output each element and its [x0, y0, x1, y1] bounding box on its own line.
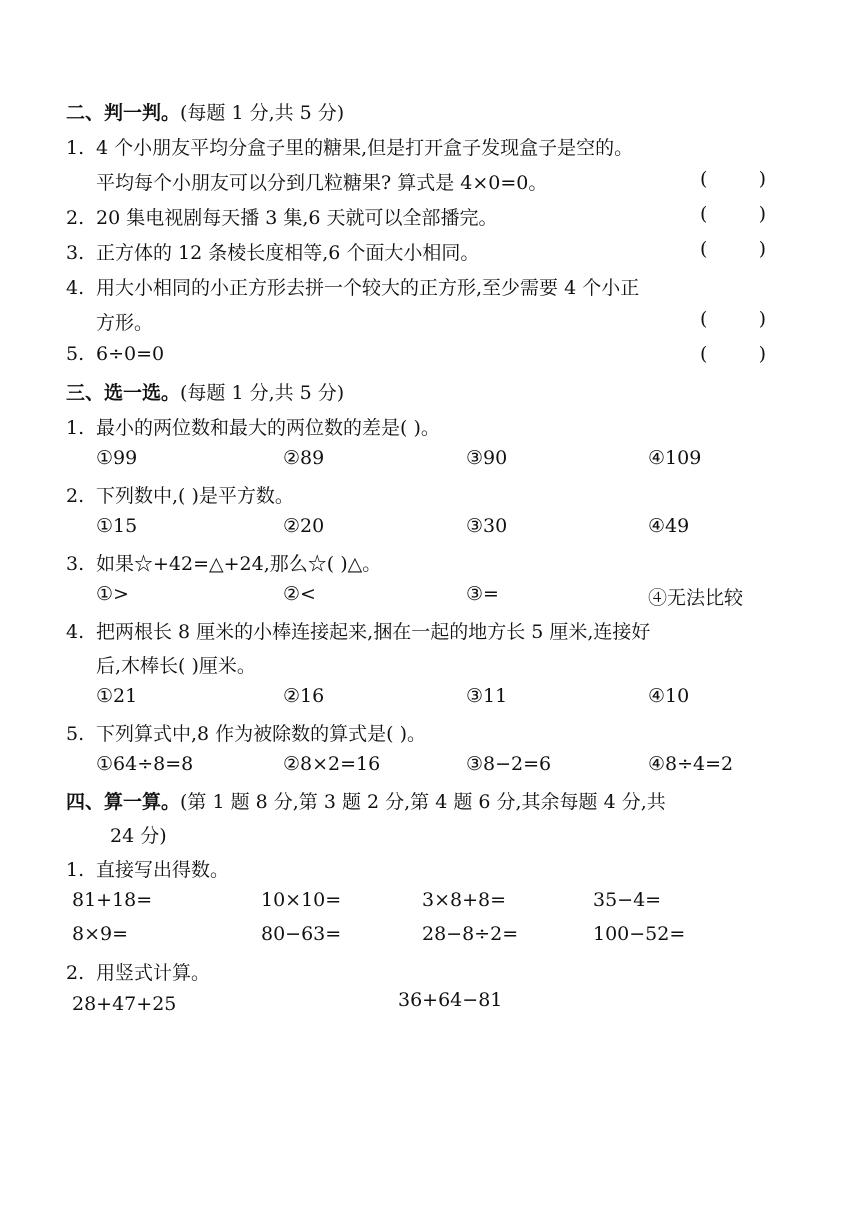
oral-calc-item: 35−4= [593, 889, 662, 911]
section-4-title: 四、算一算。 [66, 791, 181, 813]
choice-option[interactable]: ③11 [466, 685, 508, 707]
choice-question-5 [66, 719, 426, 746]
exam-page: 二、判一判。(每题 1 分,共 5 分) 1. 4 个小朋友平均分盒子里的糖果,但是打开盒子发现盒子是空的。 平均每个小朋友可以分到几粒糖果? 算式是 4×0=0。 ( ) 2. 20 集电视剧每天播 3 集,6 天就可以全部播完。 ( ) 3. 正方体的 12 条棱长度相等,6 个面大小相同。 ( ) 4. 用大小相同的小正方形去拼一个较大的正方形,至少需要 4 个小正 方形。 ( ) 5. 6÷0=0 ( ) 三、选一选。(每题 1 分,共 5 分) 1. 最小的两位数和最大的两位数的差是( )。 ①99 ②89 ③90 ④109 2. 下列数中,( )是平方数。 ①15 ②20 ③30 ④49 3. 如果☆+42=△+24,那么☆( )△。 ①> ②< ③= ④无法比较 4. 把两根长 8 厘米的小棒连接起来,捆在一起的地方长 5 厘米,连接好 后,木棒长( )厘米。 ①21 ②16 ③11 ④10 5. 下列算式中,8 作为被除数的算式是( )。 ①64÷8=8 ②8×2=16 ③8−2=6 ④8÷4=2 四、算一算。(第 1 题 8 分,第 3 题 2 分,第 4 题 6 分,其余每题 4 分,共 24 分) 1. 直接写出得数。 81+18= 10×10= 3×8+8= 35−4= 8×9= 80−63= 28−8÷2= 100−52= 2. 用竖式计算。 28+47+25 36+64−81 [0, 0, 860, 1217]
judge-question-4-line2: 方形。 [96, 312, 154, 334]
choice-option[interactable]: ①99 [96, 447, 138, 469]
question-number: 1. [66, 859, 85, 881]
question-number: 2. [66, 485, 85, 507]
question-text: 正方体的 12 条棱长度相等,6 个面大小相同。 [96, 242, 480, 264]
judge-question-5 [66, 343, 164, 365]
section-2-title: 二、判一判。 [66, 102, 181, 124]
choice-option[interactable]: ④49 [648, 515, 690, 537]
section-4-note-line2: 24 分) [110, 825, 167, 847]
question-text: 下列数中,( )是平方数。 [96, 485, 294, 507]
question-number: 3. [66, 242, 85, 264]
section-4-heading [66, 787, 666, 814]
oral-calc-item: 100−52= [593, 923, 686, 945]
question-text: 把两根长 8 厘米的小棒连接起来,捆在一起的地方长 5 厘米,连接好 [96, 621, 651, 643]
section-3-note: (每题 1 分,共 5 分) [180, 382, 345, 404]
oral-calc-item: 80−63= [261, 923, 342, 945]
section-3-heading [66, 378, 344, 405]
judge-question-2 [66, 203, 498, 230]
choice-option[interactable]: ③30 [466, 515, 508, 537]
choice-option[interactable]: ②16 [283, 685, 325, 707]
choice-question-4 [66, 617, 650, 644]
judge-question-3 [66, 238, 479, 265]
question-number: 2. [66, 962, 85, 984]
question-text: 4 个小朋友平均分盒子里的糖果,但是打开盒子发现盒子是空的。 [96, 137, 634, 159]
question-number: 5. [66, 723, 85, 745]
choice-option[interactable]: ③8−2=6 [466, 753, 552, 775]
question-text: 如果☆+42=△+24,那么☆( )△。 [96, 553, 382, 575]
oral-calc-item: 8×9= [72, 923, 129, 945]
choice-option[interactable]: ④10 [648, 685, 690, 707]
question-number: 3. [66, 553, 85, 575]
choice-option[interactable]: ②89 [283, 447, 325, 469]
question-text: 最小的两位数和最大的两位数的差是( )。 [96, 417, 440, 439]
oral-calc-item: 81+18= [72, 889, 153, 911]
choice-option[interactable]: ①> [96, 583, 129, 605]
question-number: 4. [66, 621, 85, 643]
vertical-calc-item: 28+47+25 [72, 993, 177, 1015]
choice-question-1 [66, 413, 440, 440]
choice-option[interactable]: ①21 [96, 685, 138, 707]
choice-option[interactable]: ②8×2=16 [283, 753, 381, 775]
oral-calc-item: 10×10= [261, 889, 342, 911]
question-number: 5. [66, 343, 85, 365]
section-3-title: 三、选一选。 [66, 382, 181, 404]
question-number: 1. [66, 417, 85, 439]
choice-option[interactable]: ①15 [96, 515, 138, 537]
calc-question-2 [66, 958, 210, 985]
choice-option[interactable]: ①64÷8=8 [96, 753, 194, 775]
choice-question-3 [66, 549, 381, 576]
question-number: 2. [66, 207, 85, 229]
question-number: 4. [66, 277, 85, 299]
judge-question-1 [66, 133, 633, 160]
question-text: 用竖式计算。 [96, 962, 211, 984]
question-number: 1. [66, 137, 85, 159]
oral-calc-item: 3×8+8= [422, 889, 507, 911]
question-text: 用大小相同的小正方形去拼一个较大的正方形,至少需要 4 个小正 [96, 277, 640, 299]
choice-option[interactable]: ③90 [466, 447, 508, 469]
vertical-calc-item: 36+64−81 [398, 989, 503, 1011]
question-text: 下列算式中,8 作为被除数的算式是( )。 [96, 723, 427, 745]
judge-question-1-line2: 平均每个小朋友可以分到几粒糖果? 算式是 4×0=0。 [96, 172, 548, 194]
question-text: 20 集电视剧每天播 3 集,6 天就可以全部播完。 [96, 207, 498, 229]
choice-option[interactable]: ③= [466, 583, 499, 605]
choice-option[interactable]: ②20 [283, 515, 325, 537]
section-4-note: (第 1 题 8 分,第 3 题 2 分,第 4 题 6 分,其余每题 4 分,共 [180, 791, 666, 813]
calc-question-1 [66, 855, 229, 882]
choice-option[interactable]: ④109 [648, 447, 702, 469]
choice-option[interactable]: ④8÷4=2 [648, 753, 734, 775]
section-2-heading [66, 98, 344, 125]
choice-option[interactable]: ②< [283, 583, 316, 605]
choice-question-4-line2: 后,木棒长( )厘米。 [96, 655, 256, 677]
section-2-note: (每题 1 分,共 5 分) [180, 102, 345, 124]
oral-calc-item: 28−8÷2= [422, 923, 519, 945]
question-text: 6÷0=0 [96, 343, 165, 365]
question-text: 直接写出得数。 [96, 859, 230, 881]
choice-option[interactable]: ④无法比较 [648, 587, 744, 609]
judge-question-4 [66, 273, 639, 300]
choice-question-2 [66, 481, 294, 508]
